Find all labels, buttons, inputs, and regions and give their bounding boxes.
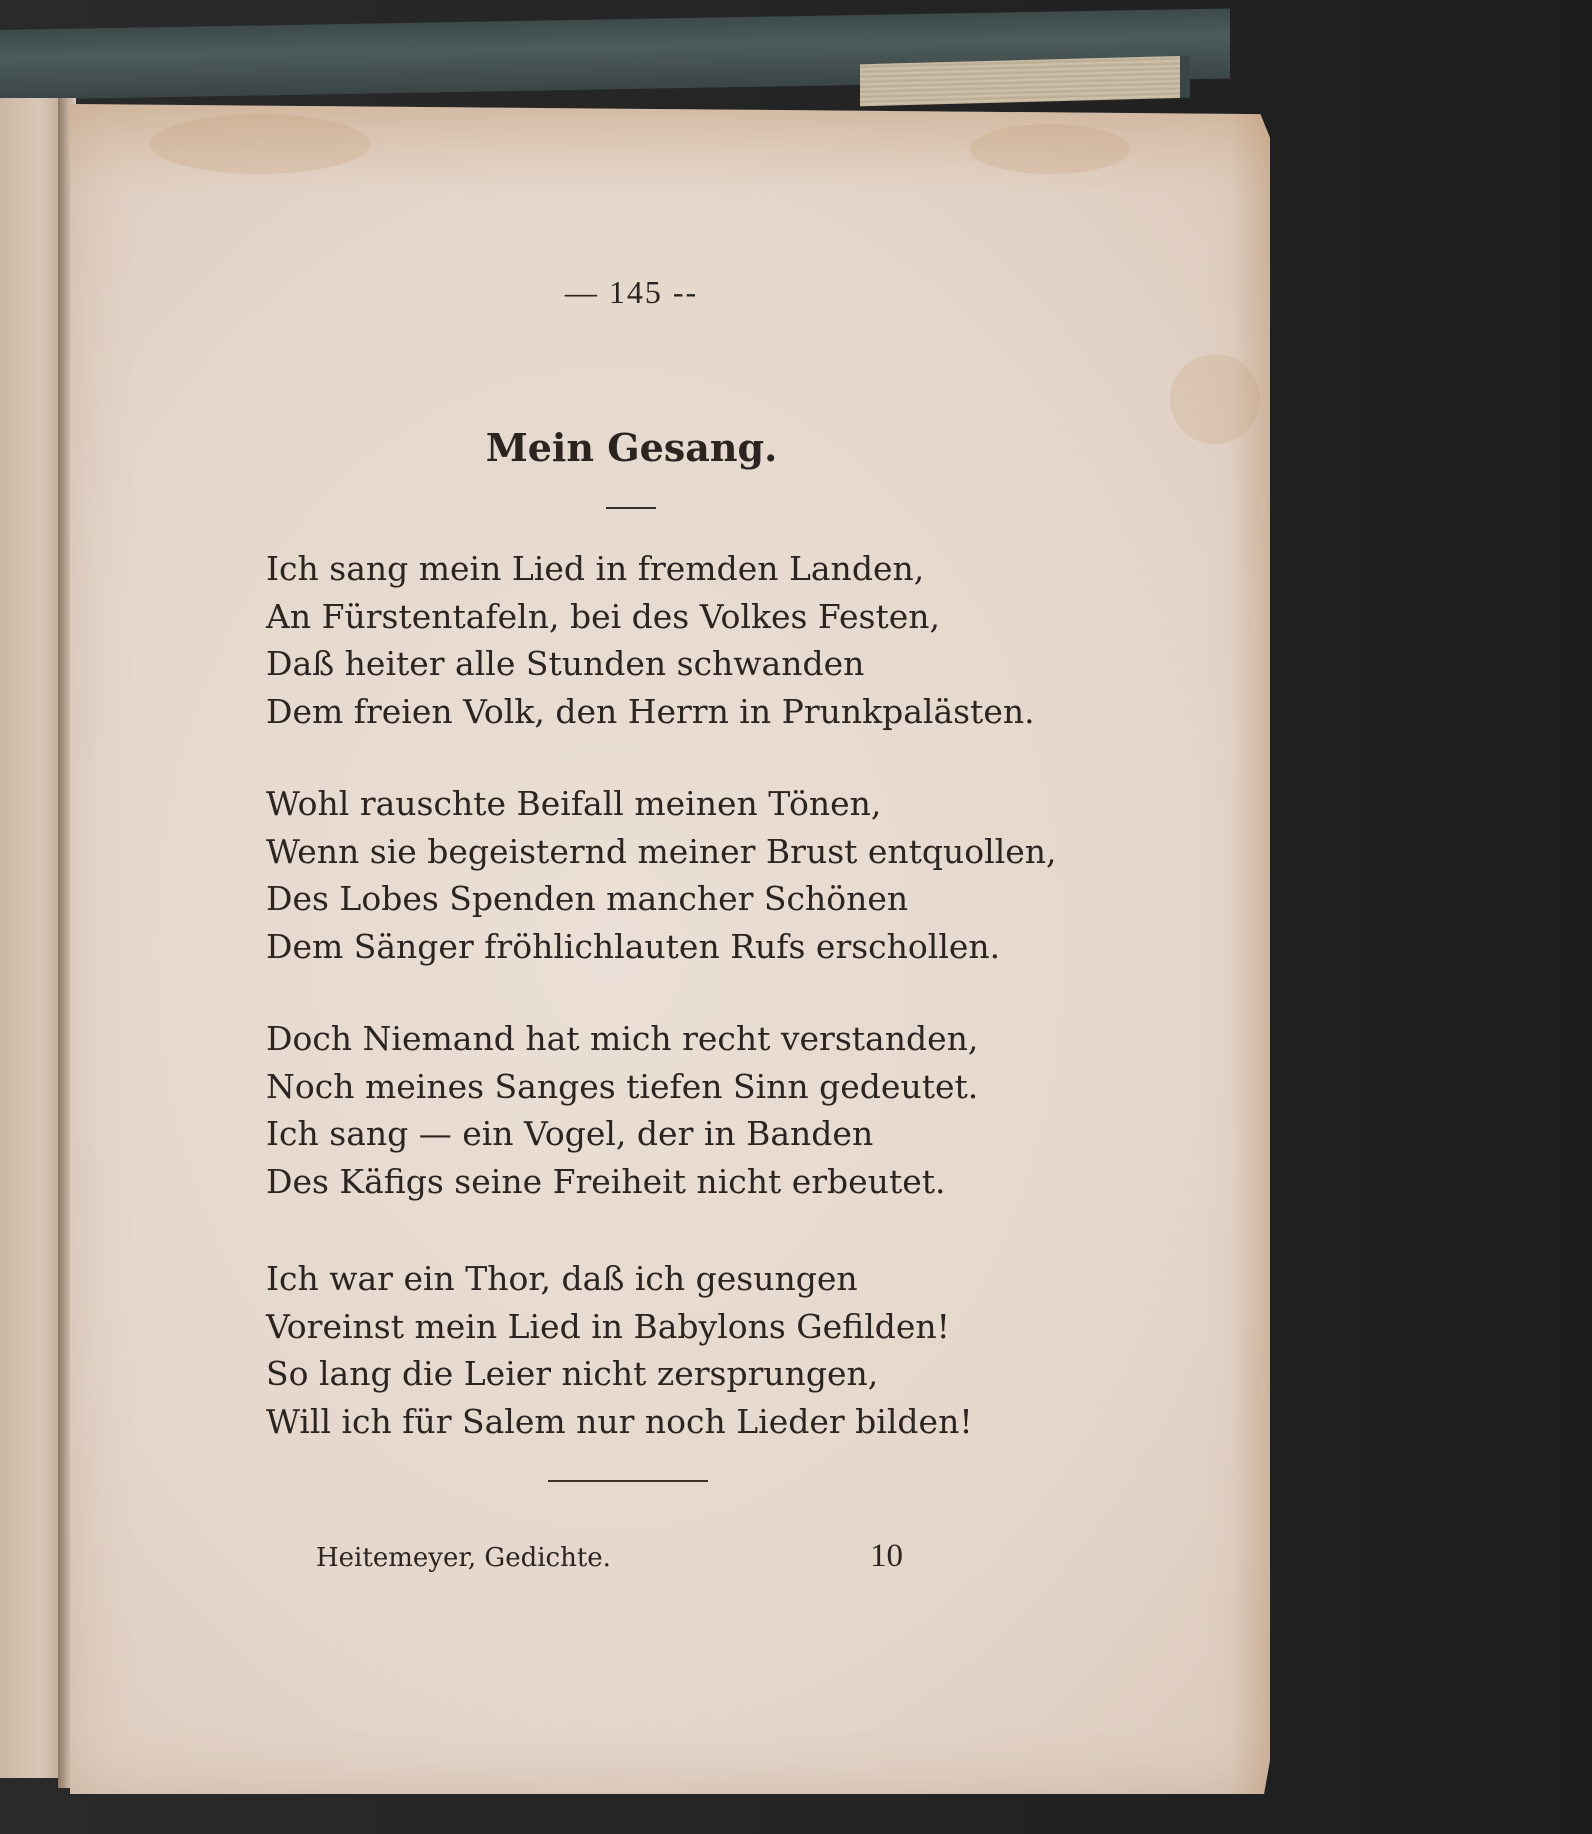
stanza-2 [266,780,1057,970]
poem-line: Wenn sie begeisternd meiner Brust entquollen, [266,831,1057,871]
poem-line: Dem freien Volk, den Herrn in Prunkpalästen. [266,691,1035,731]
title-divider [606,507,656,509]
foxing-stain [970,124,1130,174]
poem-line: Voreinst mein Lied in Babylons Gefilden! [266,1306,950,1346]
poem-line: Daß heiter alle Stunden schwanden [266,644,865,683]
stanza-1 [266,545,1035,735]
page-number: — 145 -- [564,274,699,310]
footer-signature: Heitemeyer, Gedichte. [316,1543,611,1573]
poem-line: Ich sang — ein Vogel, der in Banden [266,1114,874,1153]
poem-line: Noch meines Sanges tiefen Sinn gedeutet. [266,1066,979,1106]
poem-line: Des Käfigs seine Freiheit nicht erbeutet. [266,1161,946,1201]
poem-title: Mein Gesang. [485,425,778,470]
poem-line: Des Lobes Spenden mancher Schönen [266,879,909,918]
poem-line: Ich sang mein Lied in fremden Landen, [266,549,925,588]
poem-line: Will ich für Salem nur noch Lieder bilden! [266,1401,973,1441]
poem-line: Dem Sänger fröhlichlauten Rufs erschollen. [266,926,1001,966]
poem-line: Wohl rauschte Beifall meinen Tönen, [266,784,882,823]
foxing-stain [150,114,370,174]
poem-line: So lang die Leier nicht zersprungen, [266,1354,879,1393]
footer-sheet-number: 10 [870,1538,903,1574]
end-divider [548,1480,708,1482]
stanza-4 [266,1255,1026,1445]
poem-line: Doch Niemand hat mich recht verstanden, [266,1019,979,1058]
poem-line: An Fürstentafeln, bei des Volkes Festen, [266,596,940,636]
page-block-edges [860,56,1190,107]
poem-line: Ich war ein Thor, daß ich gesungen [266,1259,858,1298]
stanza-3 [266,1015,1026,1205]
